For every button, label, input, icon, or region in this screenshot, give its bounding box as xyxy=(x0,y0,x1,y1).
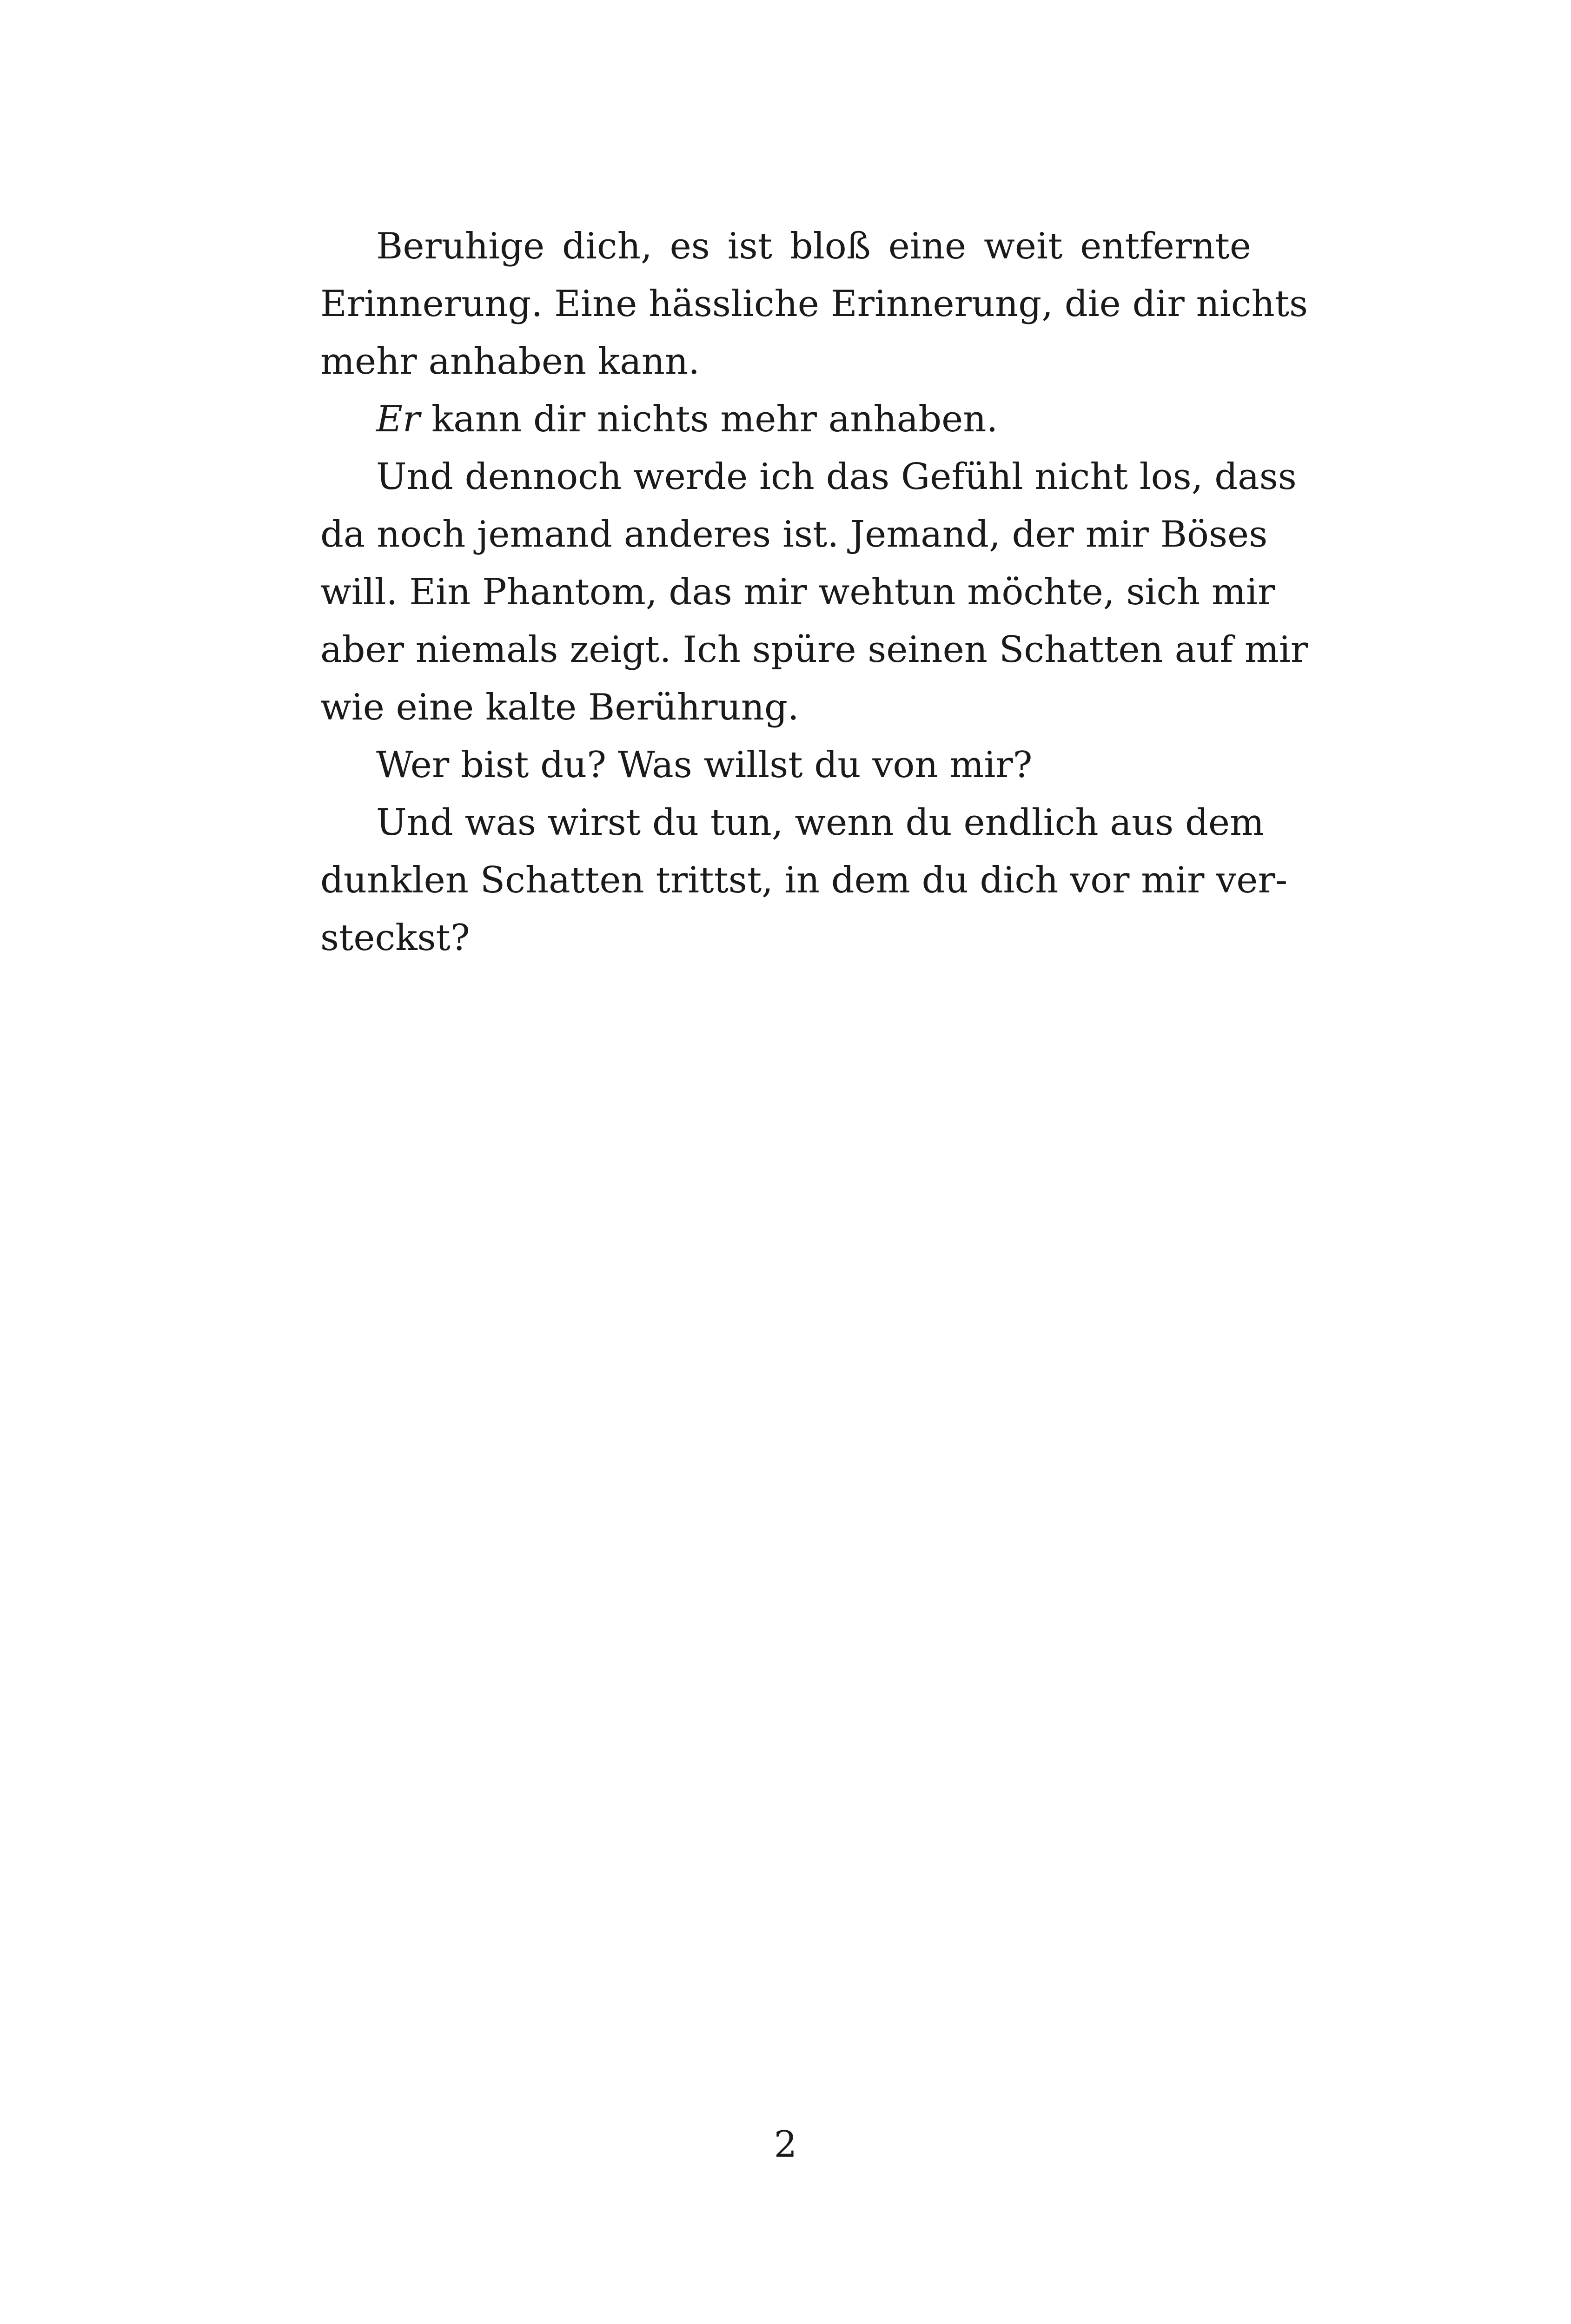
paragraph xyxy=(320,390,1251,448)
paragraph xyxy=(320,794,1288,967)
text-line: Wer bist du? Was willst du von mir? xyxy=(376,744,1033,786)
text-line: Und was wirst du tun, wenn du endlich aus dem xyxy=(376,802,1265,844)
text-line: dunklen Schatten trittst, in dem du dich vor mir ver- xyxy=(320,859,1288,901)
text-line: da noch jemand anderes ist. Jemand, der mir Böses xyxy=(320,514,1268,555)
paragraph xyxy=(320,736,1251,794)
emphasis: Er xyxy=(376,398,420,440)
text-line: Und dennoch werde ich das Gefühl nicht los, dass xyxy=(376,456,1297,498)
text-fragment: kann dir nichts mehr anhaben. xyxy=(420,398,998,440)
text-line: wie eine kalte Berührung. xyxy=(320,687,799,728)
text-line: mehr anhaben kann. xyxy=(320,341,700,383)
page-number: 2 xyxy=(774,2124,797,2166)
paragraph xyxy=(320,218,1308,390)
text-line: Beruhige dich, es ist bloß eine weit entfernte xyxy=(376,225,1251,267)
paragraph xyxy=(320,448,1308,736)
text-line: Erinnerung. Eine hässliche Erinnerung, die dir nichts xyxy=(320,283,1308,325)
text-line: steckst? xyxy=(320,917,470,959)
text-line: will. Ein Phantom, das mir wehtun möchte, sich mir xyxy=(320,571,1275,613)
body-text xyxy=(320,218,1308,967)
text-line xyxy=(320,390,1251,448)
text-line: aber niemals zeigt. Ich spüre seinen Schatten auf mir xyxy=(320,629,1308,671)
